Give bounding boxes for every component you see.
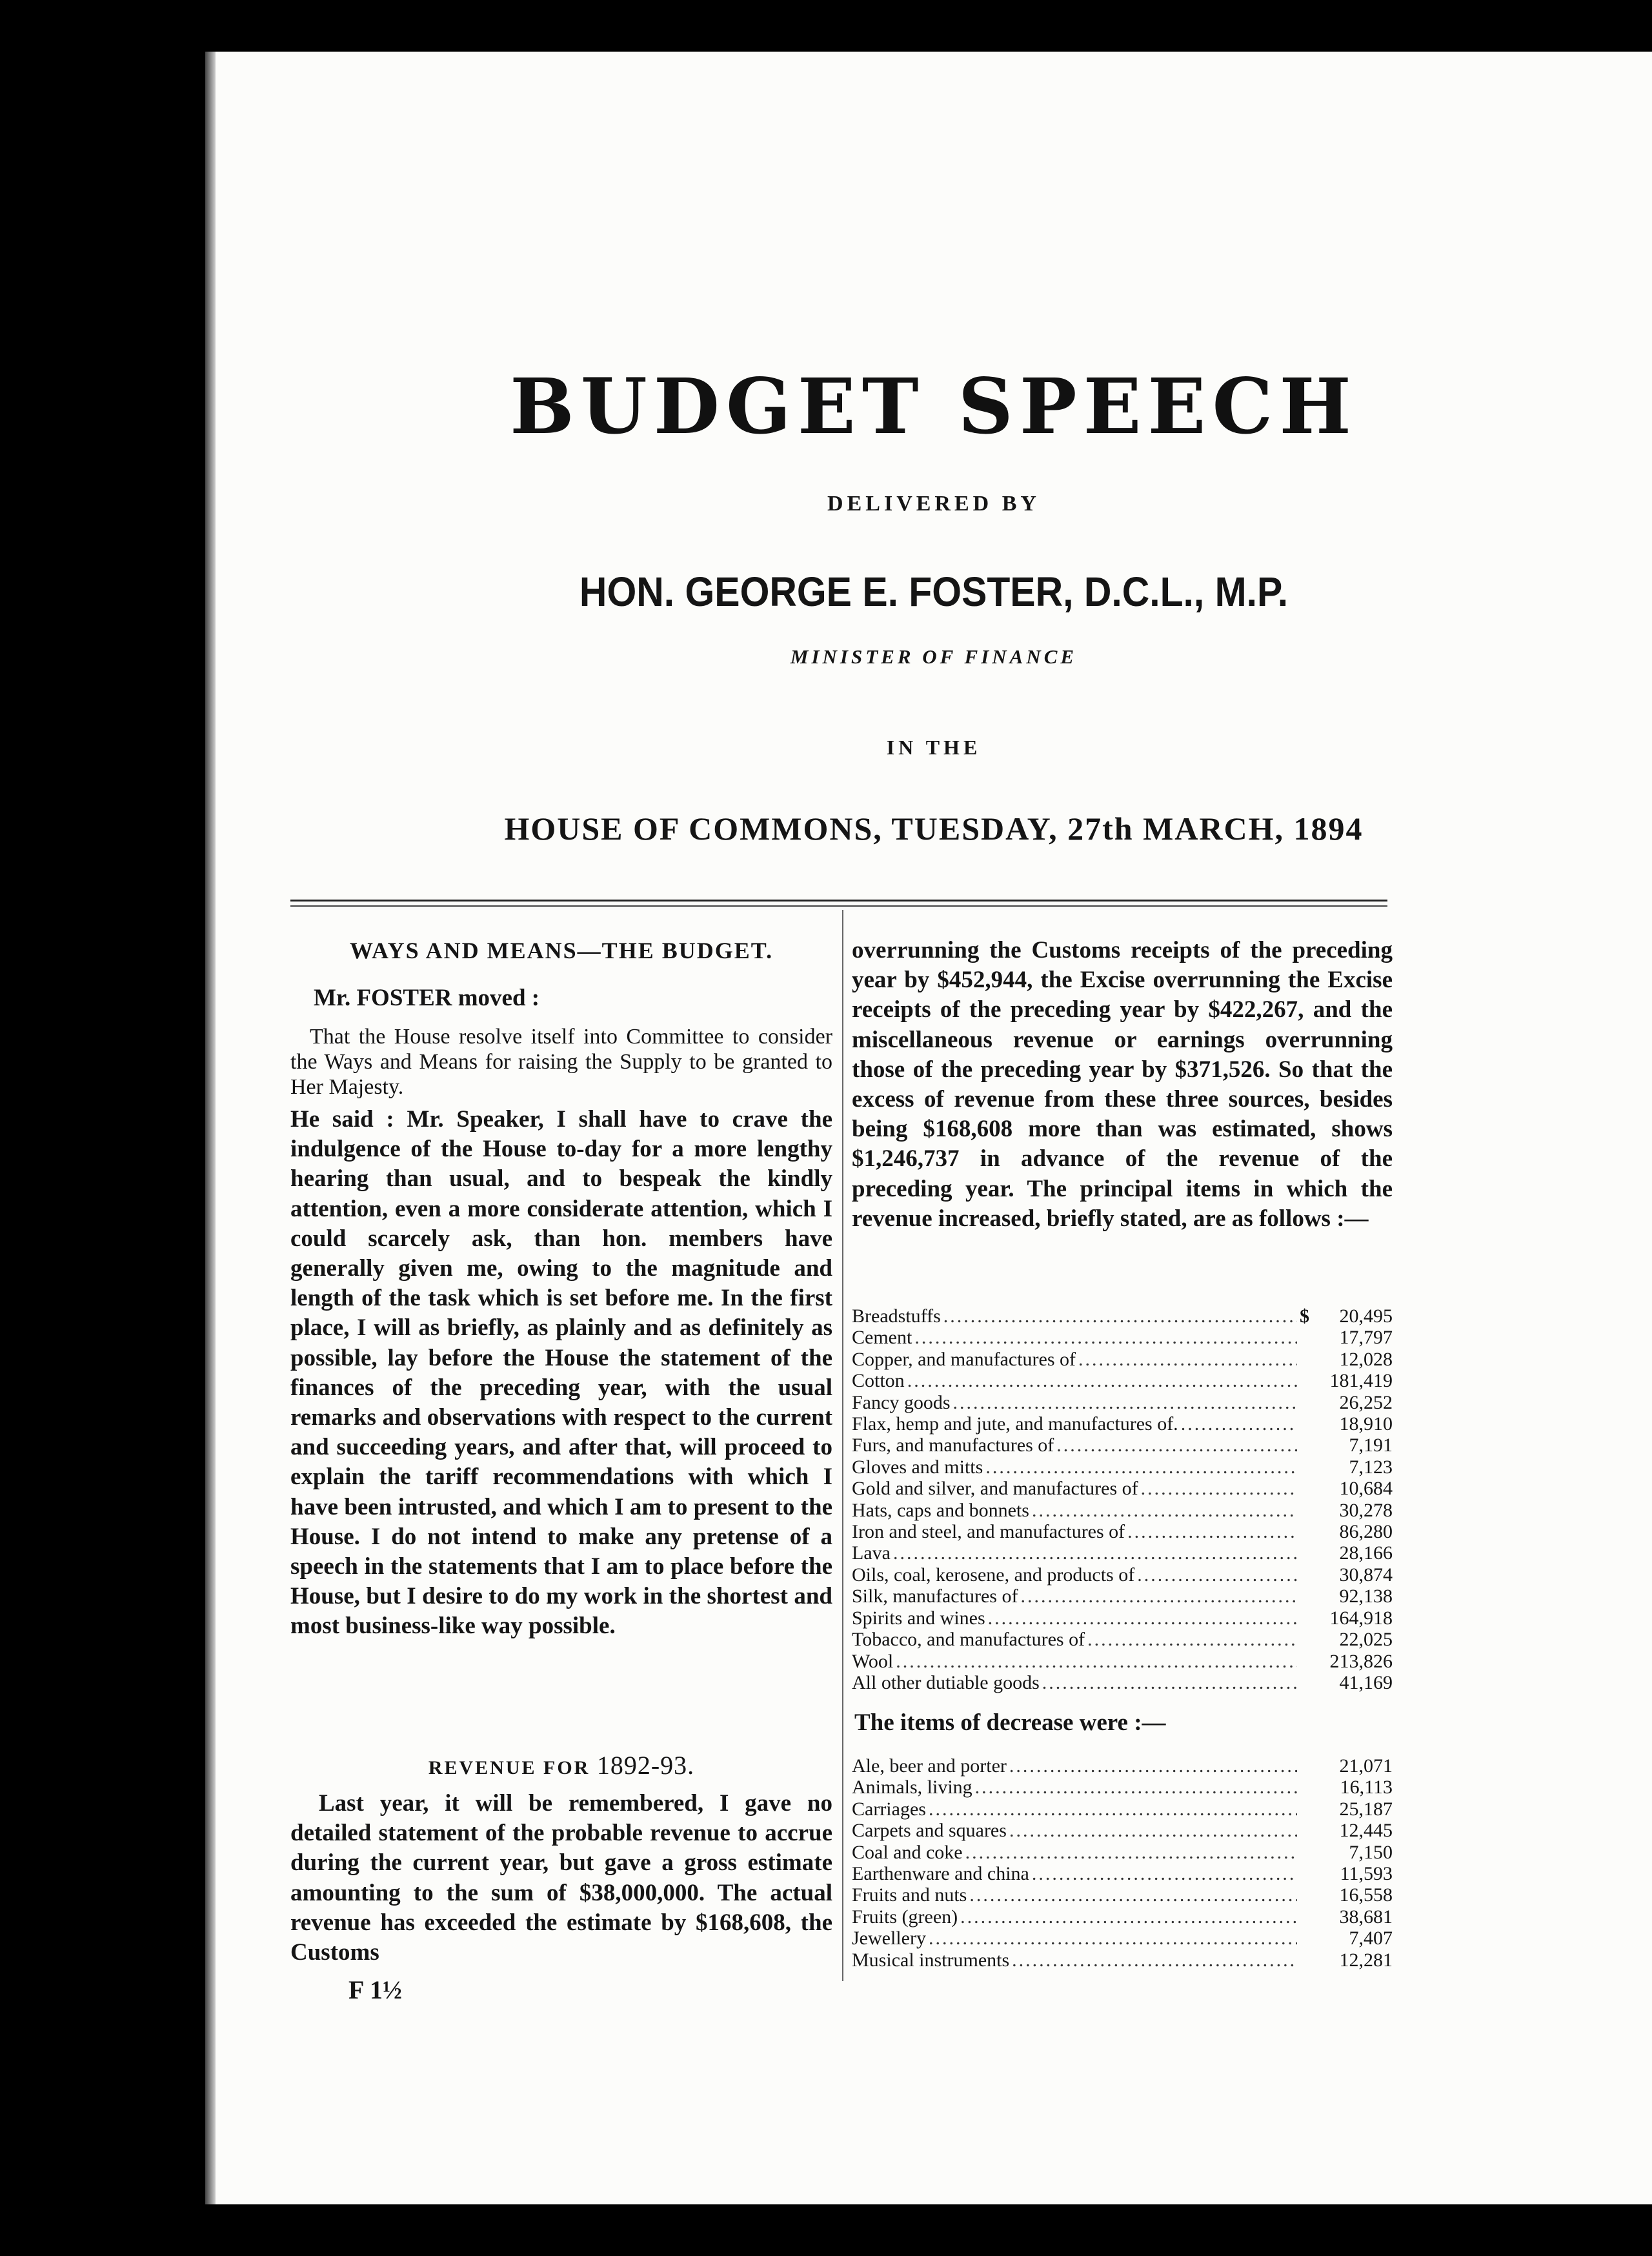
row-value: 10,684: [1339, 1478, 1393, 1500]
leader-dots: [1087, 1629, 1297, 1650]
row-value: 12,028: [1339, 1348, 1393, 1370]
row-value: 26,252: [1339, 1391, 1393, 1413]
row-item: Carriages: [852, 1798, 926, 1820]
row-item: Iron and steel, and manufactures of: [852, 1521, 1125, 1543]
row-item: All other dutiable goods: [852, 1671, 1040, 1693]
leader-dots: [914, 1327, 1297, 1348]
row-value: 41,169: [1339, 1671, 1393, 1693]
row-value: 12,281: [1339, 1949, 1393, 1971]
section-heading: WAYS AND MEANS—THE BUDGET.: [349, 938, 774, 963]
row-value: 30,278: [1339, 1499, 1393, 1521]
row-item: Earthenware and china: [852, 1863, 1029, 1885]
table-row: [852, 1798, 1393, 1820]
table-row: [852, 1820, 1393, 1841]
leader-dots: [1042, 1672, 1297, 1693]
table-row: [852, 1500, 1393, 1521]
decrease-table: [852, 1755, 1393, 1971]
table-row: [852, 1884, 1393, 1906]
row-item: Wool: [852, 1650, 894, 1672]
row-value: 7,150: [1349, 1841, 1393, 1863]
leader-dots: [965, 1842, 1297, 1863]
row-value: 22,025: [1339, 1629, 1393, 1651]
row-value: 21,071: [1339, 1755, 1393, 1777]
table-row: [852, 1607, 1393, 1629]
row-item: Oils, coal, kerosene, and products of: [852, 1564, 1135, 1586]
row-item: Silk, manufactures of: [852, 1586, 1018, 1607]
row-item: Carpets and squares: [852, 1820, 1007, 1842]
row-value: 181,419: [1329, 1370, 1393, 1392]
row-value: 213,826: [1329, 1650, 1393, 1672]
increase-table: [852, 1305, 1393, 1693]
continuation-paragraph: overrunning the Customs receipts of the preceding year by $452,944, the Excise overrunning the Excise receipts of the preceding year by $422,267, and the miscellaneous revenue or earnings overrunning those of the preceding year by $371,526. So that the excess of revenue from these three sources, besides being $168,608 more than was estimated, shows $1,246,737 in advance of the revenue of the preceding year. The principal items in which the revenue increased, briefly stated, are as follows :—: [852, 937, 1393, 1232]
leader-dots: [1032, 1500, 1297, 1521]
leader-dots: [1056, 1435, 1297, 1456]
row-item: Jewellery: [852, 1928, 926, 1949]
row-value: 92,138: [1339, 1586, 1393, 1607]
row-value: 12,445: [1339, 1820, 1393, 1842]
leader-dots: [953, 1392, 1298, 1413]
row-value: 17,797: [1339, 1327, 1393, 1349]
row-item: Flax, hemp and jute, and manufactures of.: [852, 1413, 1178, 1435]
leader-dots: [929, 1928, 1297, 1949]
leader-dots: [1181, 1413, 1297, 1435]
row-item: Breadstuffs: [852, 1305, 941, 1327]
leader-dots: [975, 1777, 1297, 1798]
leader-dots: [969, 1884, 1297, 1906]
leader-dots: [985, 1456, 1297, 1478]
divider-rule: [290, 900, 1387, 901]
leader-dots: [929, 1798, 1297, 1820]
row-item: Lava: [852, 1542, 891, 1564]
divider-rule-secondary: [290, 905, 1387, 907]
table-row: [852, 1755, 1393, 1777]
table-row: [852, 1842, 1393, 1863]
motion-line: Mr. FOSTER moved :: [314, 985, 540, 1011]
leader-dots: [960, 1906, 1297, 1928]
table-row: [852, 1478, 1393, 1499]
row-value: 18,910: [1339, 1413, 1393, 1435]
row-value: 164,918: [1329, 1607, 1393, 1629]
leader-dots: [1020, 1586, 1297, 1607]
revenue-subheading: [290, 1750, 832, 1780]
venue-and-date: HOUSE OF COMMONS, TUESDAY, 27th MARCH, 1894: [504, 811, 1364, 847]
row-item: Cotton: [852, 1370, 905, 1392]
leader-dots: [1009, 1820, 1297, 1841]
leader-dots: [1127, 1521, 1297, 1542]
row-item: Furs, and manufactures of: [852, 1435, 1054, 1456]
table-row: [852, 1586, 1393, 1607]
table-row: [852, 1370, 1393, 1391]
table-row: [852, 1651, 1393, 1672]
row-item: Cement: [852, 1327, 912, 1349]
decrease-intro: The items of decrease were :—: [854, 1709, 1166, 1736]
leader-dots: [893, 1542, 1297, 1564]
delivered-by-label: DELIVERED BY: [827, 492, 1040, 516]
row-item: Coal and coke: [852, 1841, 963, 1863]
currency-sign: $: [1300, 1305, 1309, 1327]
row-item: Tobacco, and manufactures of: [852, 1629, 1085, 1651]
leader-dots: [896, 1651, 1297, 1672]
table-row: [852, 1906, 1393, 1928]
table-row: [852, 1629, 1393, 1650]
row-value: 11,593: [1340, 1863, 1393, 1885]
subheading-label: REVENUE FOR: [428, 1757, 590, 1778]
revenue-paragraph: Last year, it will be remembered, I gave no detailed statement of the probable revenue to accrue during the current year, but gave a gross estimate amounting to the sum of $38,000,000. The actual revenue has exceeded the estimate by $168,608, the Customs: [290, 1790, 832, 1966]
leader-dots: [1137, 1564, 1297, 1586]
speech-paragraph: He said : Mr. Speaker, I shall have to crave the indulgence of the House to-day for a more lengthy hearing than usual, and to bespeak the kindly attention, even a more considerate attention, which I could scarcely ask, than hon. members have generally given me, owing to the magnitude and length of the task which is set before me. In the first place, I will as briefly, as plainly and as definitely as possible, lay before the House the statement of the finances of the preceding year, with the usual remarks and observations with respect to the current and succeeding years, and after that, will proceed to explain the tariff recommendations with which I have been intrusted, and which I am to present to the House. I do not intend to make any pretense of a speech in the statements that I am to place before the House, but I desire to do my work in the shortest and most business-like way possible.: [290, 1106, 832, 1640]
row-value: 7,407: [1349, 1928, 1393, 1949]
row-item: Musical instruments: [852, 1949, 1010, 1971]
row-item: Fruits and nuts: [852, 1884, 967, 1906]
row-value: 7,191: [1349, 1435, 1393, 1456]
row-value: 30,874: [1339, 1564, 1393, 1586]
row-value: 38,681: [1339, 1906, 1393, 1928]
row-item: Animals, living: [852, 1777, 972, 1798]
table-row: [852, 1349, 1393, 1370]
table-row: [852, 1672, 1393, 1693]
row-value: 16,558: [1339, 1884, 1393, 1906]
table-row: [852, 1542, 1393, 1564]
row-item: Fruits (green): [852, 1906, 958, 1928]
row-value: 86,280: [1339, 1521, 1393, 1543]
leader-dots: [907, 1370, 1297, 1391]
row-value: 16,113: [1340, 1777, 1393, 1798]
table-row: [852, 1392, 1393, 1413]
speaker-office: MINISTER OF FINANCE: [790, 645, 1078, 668]
table-row: [852, 1777, 1393, 1798]
table-row: [852, 1521, 1393, 1542]
leader-dots: [1012, 1949, 1297, 1971]
table-row: [852, 1863, 1393, 1884]
row-item: Gold and silver, and manufactures of: [852, 1478, 1138, 1500]
signature-mark: F 1½: [348, 1975, 402, 2004]
document-title: BUDGET SPEECH: [510, 361, 1358, 451]
row-item: Hats, caps and bonnets: [852, 1499, 1029, 1521]
speaker-name: HON. GEORGE E. FOSTER, D.C.L., M.P.: [579, 569, 1289, 615]
table-row: [852, 1435, 1393, 1456]
subheading-year: 1892-93.: [596, 1751, 695, 1780]
table-row: [852, 1949, 1393, 1971]
row-value: 25,187: [1339, 1798, 1393, 1820]
leader-dots: [1078, 1349, 1297, 1370]
leader-dots: [1141, 1478, 1297, 1499]
in-the-label: IN THE: [886, 736, 982, 759]
table-row: [852, 1928, 1393, 1949]
leader-dots: [943, 1305, 1297, 1327]
table-row: [852, 1564, 1393, 1586]
row-item: Ale, beer and porter: [852, 1755, 1007, 1777]
leader-dots: [1009, 1755, 1297, 1777]
resolution-text: That the House resolve itself into Committee to consider the Ways and Means for raising the Supply to be granted to Her Majesty.: [290, 1025, 832, 1099]
table-row: [852, 1327, 1393, 1348]
row-item: Copper, and manufactures of: [852, 1348, 1076, 1370]
row-value: 20,495: [1339, 1305, 1393, 1327]
row-item: Spirits and wines: [852, 1607, 985, 1629]
table-row: [852, 1305, 1393, 1327]
row-value: 28,166: [1339, 1542, 1393, 1564]
table-row: [852, 1413, 1393, 1435]
column-divider: [842, 910, 843, 1981]
page-edge-shadow: [205, 52, 216, 2204]
leader-dots: [988, 1607, 1297, 1629]
row-item: Gloves and mitts: [852, 1456, 983, 1478]
leader-dots: [1032, 1863, 1297, 1884]
row-value: 7,123: [1349, 1456, 1393, 1478]
table-row: [852, 1456, 1393, 1478]
row-item: Fancy goods: [852, 1391, 951, 1413]
